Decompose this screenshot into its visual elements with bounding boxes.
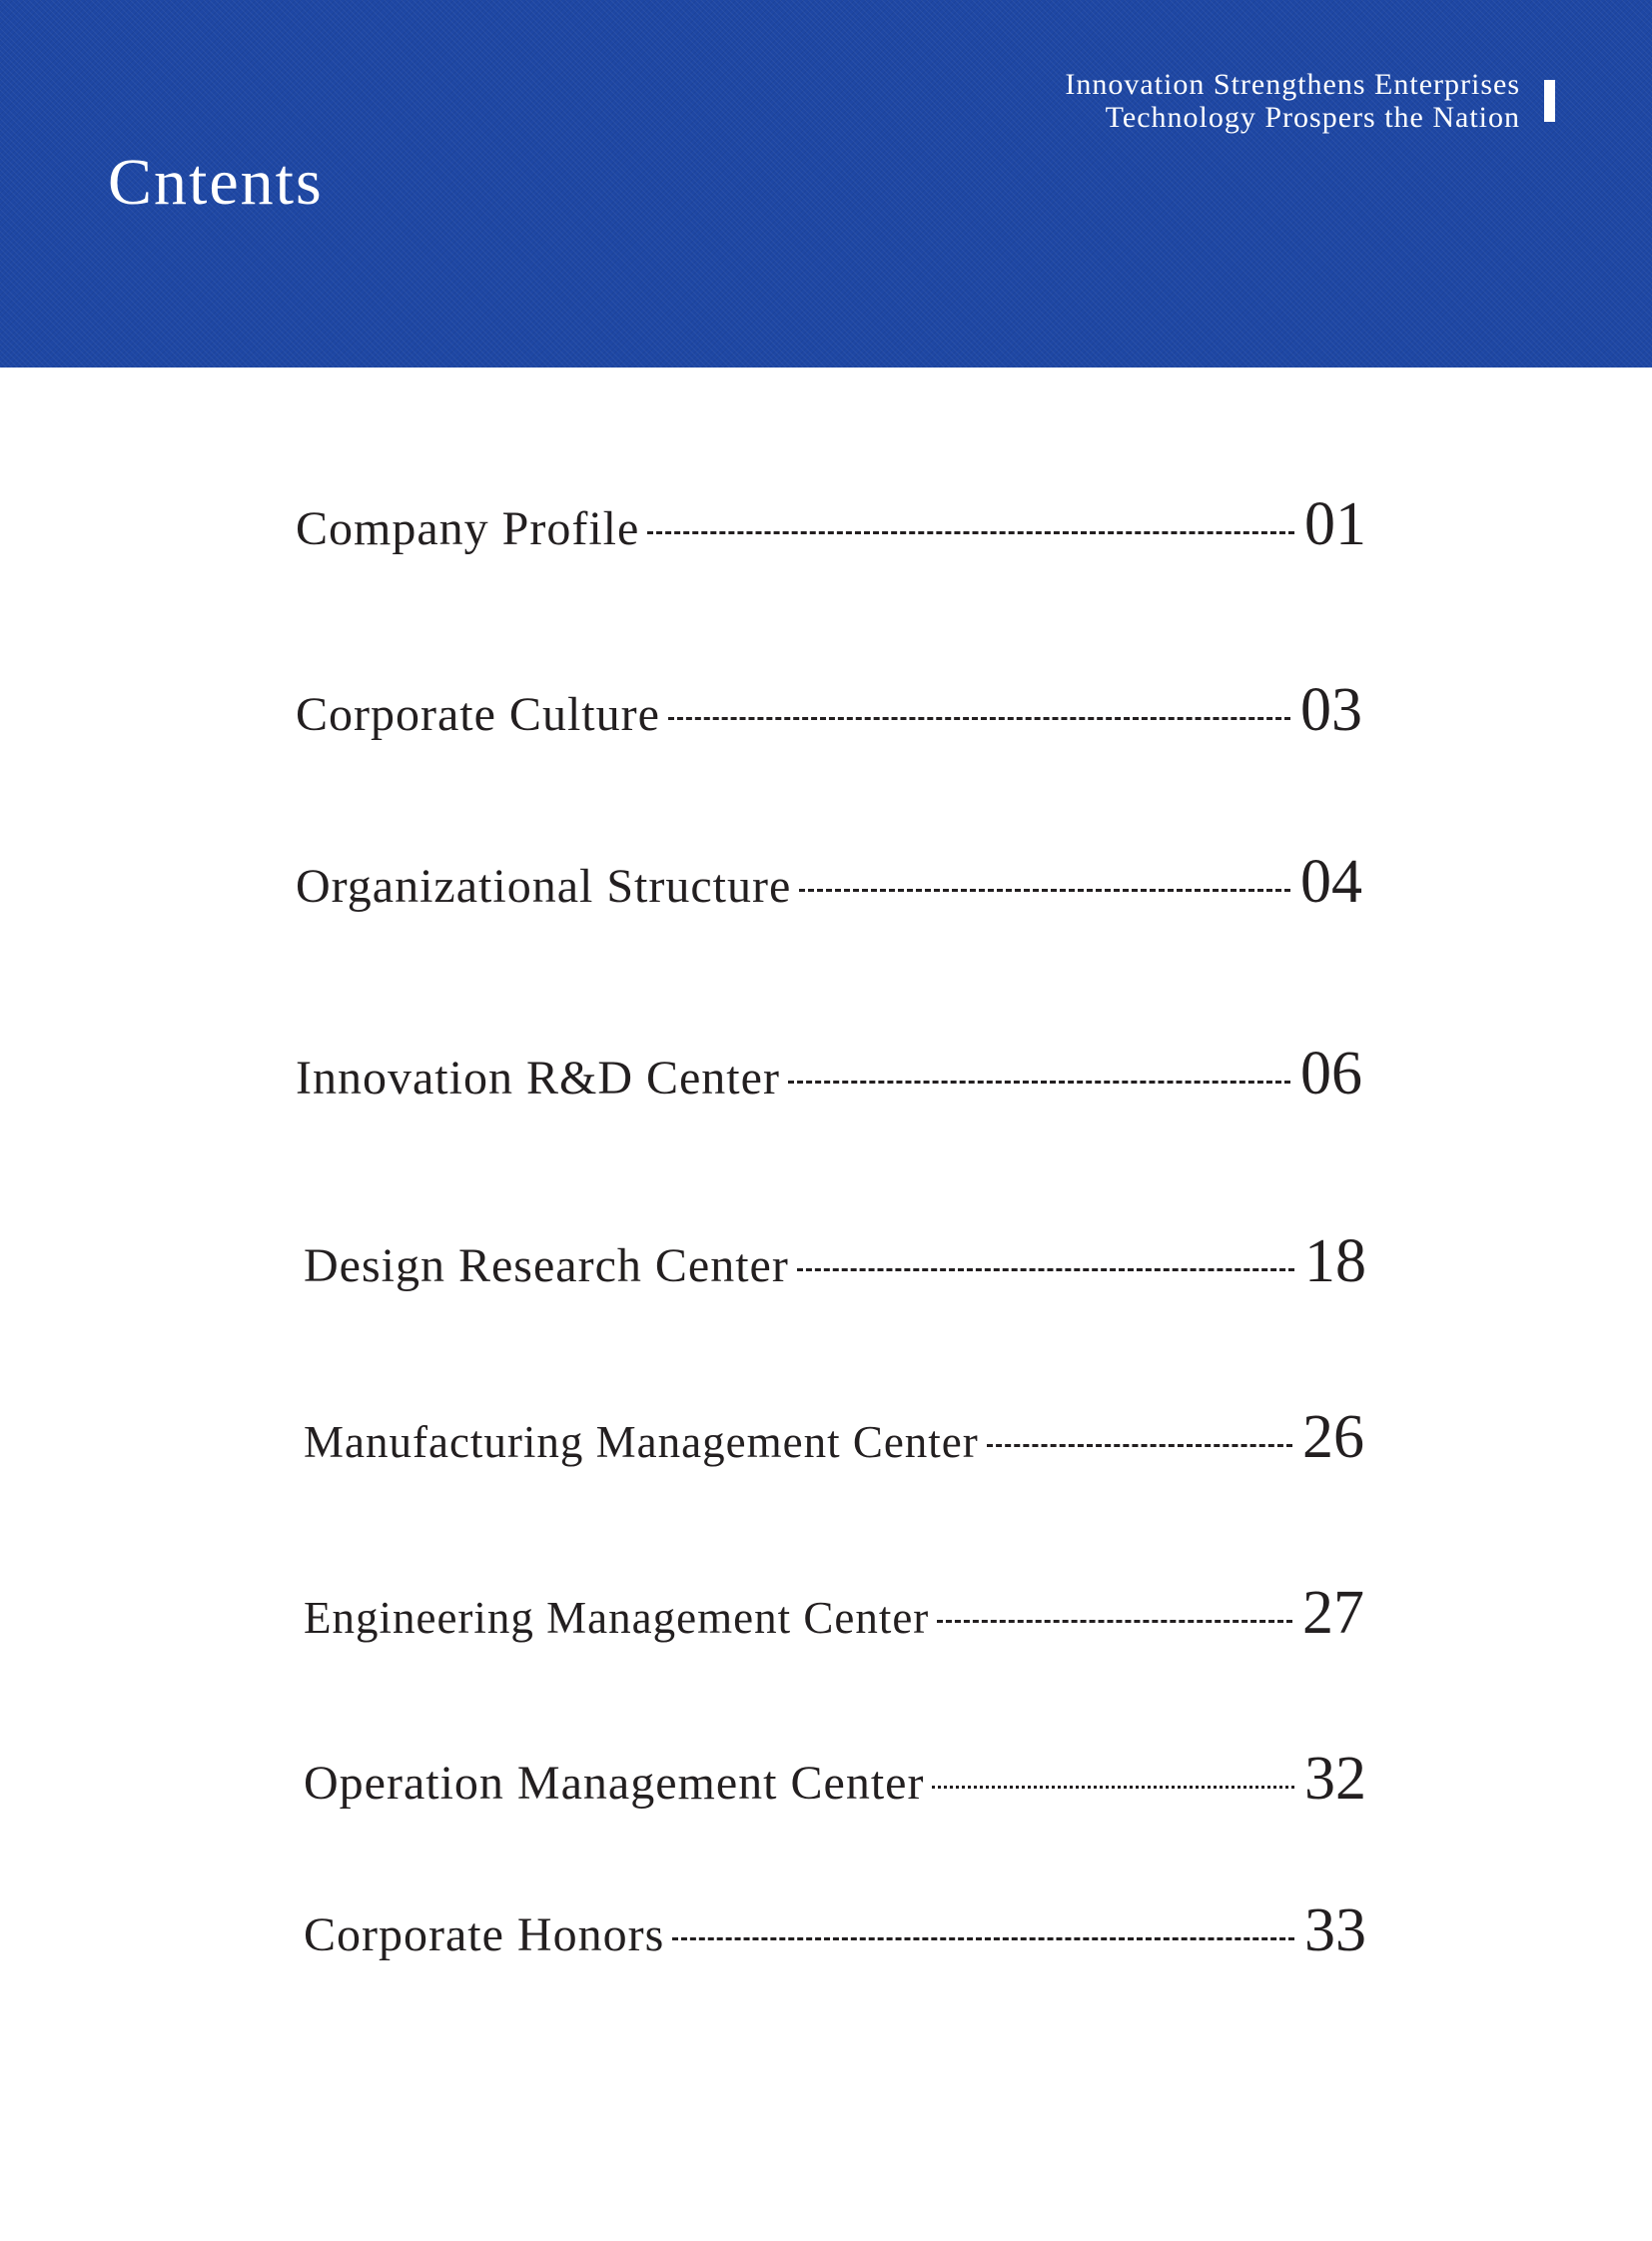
toc-item-page-number: 18 — [1304, 1227, 1366, 1295]
toc-item-page-number: 26 — [1302, 1403, 1364, 1471]
toc-item-design-research-center[interactable] — [304, 1226, 1366, 1297]
toc-item-page-number: 06 — [1300, 1040, 1362, 1108]
toc-item-label: Organizational Structure — [296, 860, 792, 913]
toc-leader-dots — [987, 1444, 1292, 1447]
toc-leader-dots — [788, 1081, 1290, 1084]
toc-leader-dots — [672, 1937, 1294, 1940]
toc-leader-dots — [647, 531, 1294, 534]
toc-item-engineering-management-center[interactable] — [304, 1578, 1364, 1649]
toc-item-corporate-culture[interactable] — [296, 675, 1362, 746]
toc-item-page-number: 27 — [1302, 1579, 1364, 1647]
toc-item-manufacturing-management-center[interactable] — [304, 1402, 1364, 1473]
toc-item-page-number: 33 — [1304, 1896, 1366, 1964]
toc-leader-dots — [797, 1268, 1294, 1271]
toc-item-corporate-honors[interactable] — [304, 1895, 1366, 1966]
toc-item-label: Innovation R&D Center — [296, 1052, 780, 1105]
toc-item-page-number: 32 — [1304, 1745, 1366, 1813]
toc-item-label: Corporate Culture — [296, 688, 660, 741]
toc-item-organizational-structure[interactable] — [296, 847, 1362, 918]
toc-item-label: Manufacturing Management Center — [304, 1417, 979, 1467]
toc-item-page-number: 03 — [1300, 676, 1362, 744]
toc-item-label: Company Profile — [296, 502, 640, 555]
toc-item-company-profile[interactable] — [296, 489, 1366, 560]
toc-item-label: Operation Management Center — [304, 1757, 925, 1810]
slogan-line-2: Technology Prospers the Nation — [1105, 101, 1520, 134]
toc-leader-dots — [937, 1620, 1292, 1623]
toc-leader-dots — [799, 889, 1290, 892]
toc-item-label: Design Research Center — [304, 1239, 789, 1292]
toc-item-innovation-rd-center[interactable] — [296, 1039, 1362, 1110]
toc-item-page-number: 01 — [1304, 490, 1366, 558]
page-title: Cntents — [108, 146, 324, 219]
toc-item-page-number: 04 — [1300, 848, 1362, 916]
toc-leader-dots — [932, 1786, 1294, 1789]
toc-item-label: Engineering Management Center — [304, 1593, 930, 1643]
toc-item-label: Corporate Honors — [304, 1908, 665, 1961]
slogan-line-1: Innovation Strengthens Enterprises — [1065, 68, 1520, 101]
toc-leader-dots — [668, 717, 1290, 720]
toc-item-operation-management-center[interactable] — [304, 1744, 1366, 1815]
